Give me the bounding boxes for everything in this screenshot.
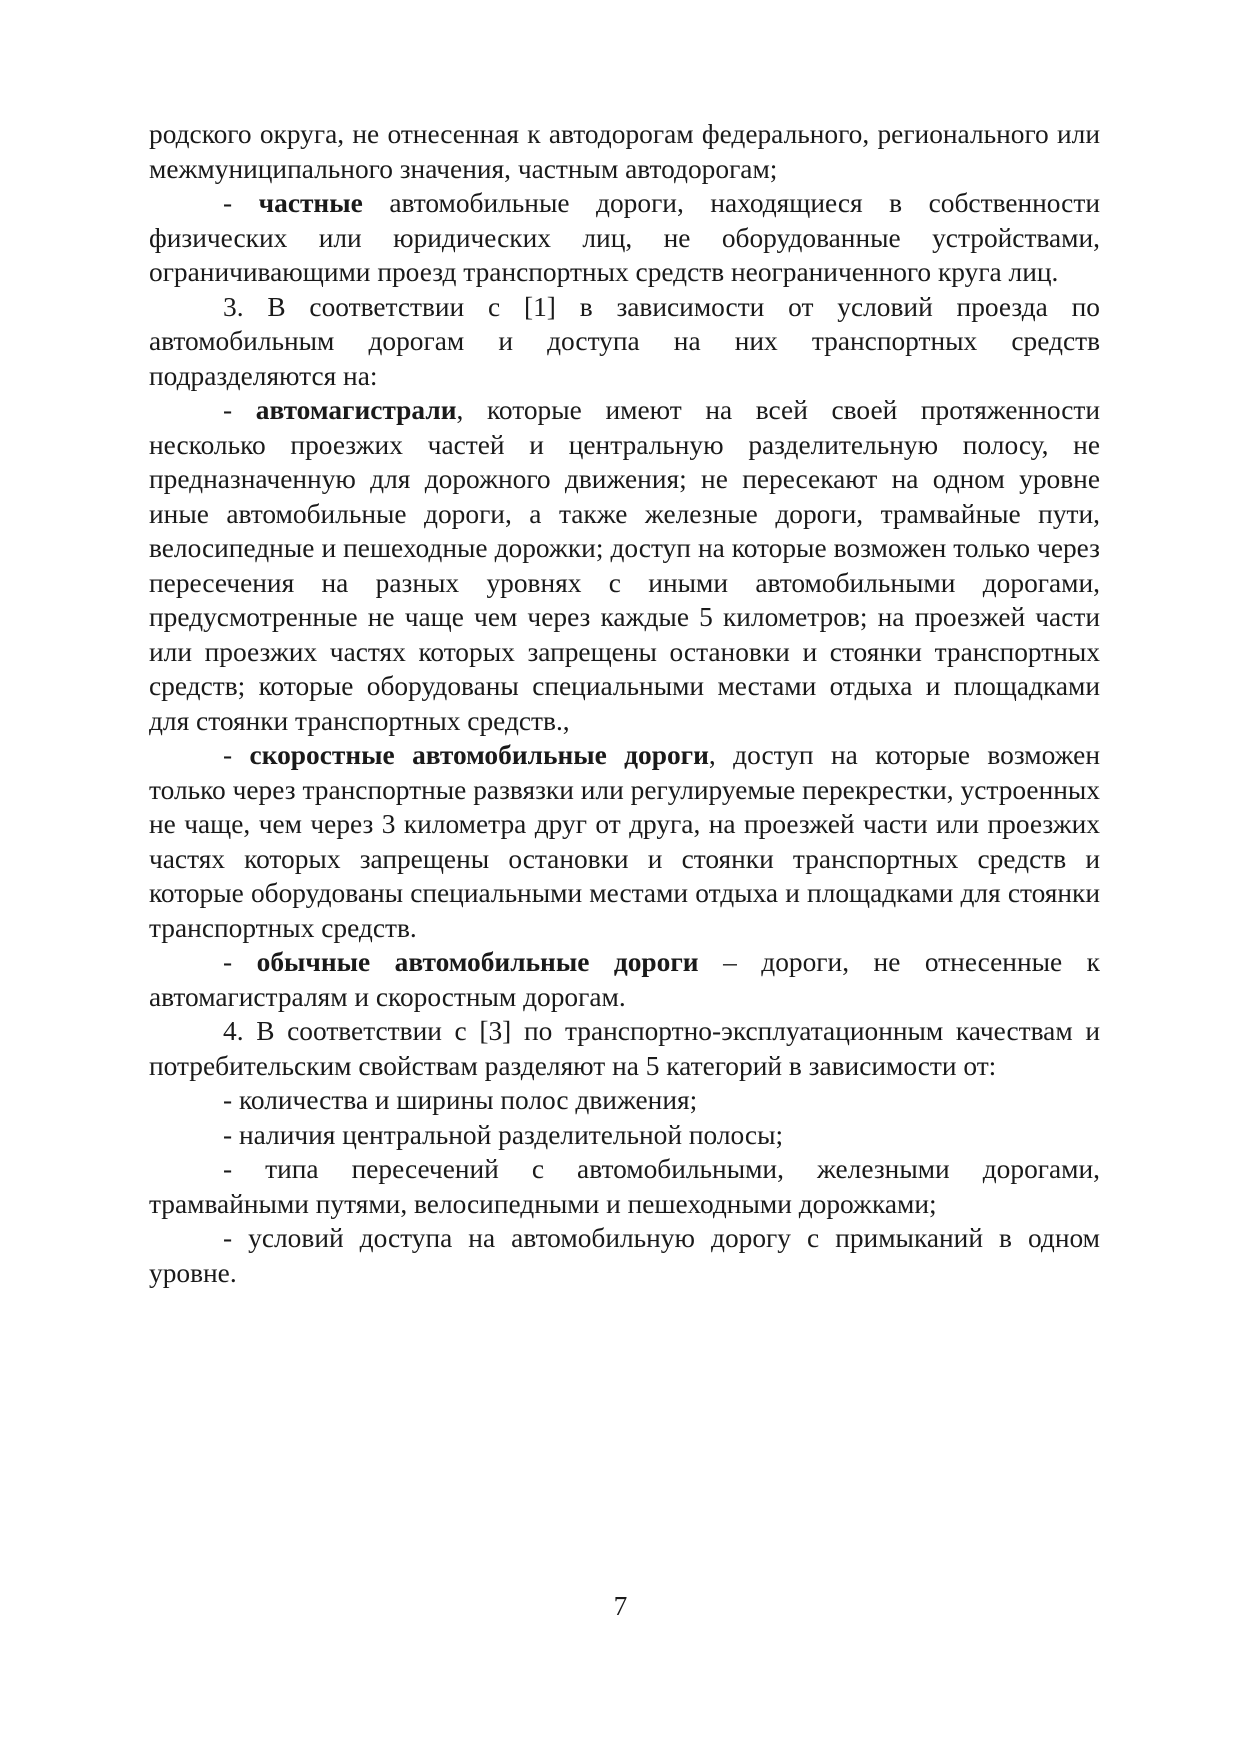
paragraph-text: , доступ на которые возможен только через транспортные развязки или регулируемые перекрестки, устроенных не чаще, чем через 3 километра друг от друга, на проезжей части или проезжих частях которых запрещены остановки и стоянки транспортных средств и которые оборудованы специальными местами отдыха и площадками для стоянки транспортных средств.	[149, 740, 1100, 943]
paragraph-text: родского округа, не отнесенная к автодорогам федерального, регионального или межмуниципального значения, частным автодорогам;	[149, 119, 1100, 184]
paragraph-text: - типа пересечений с автомобильными, железными дорогами, трамвайными путями, велосипедными и пешеходными дорожками;	[149, 1154, 1100, 1219]
list-item-lanes	[149, 1083, 1100, 1118]
paragraph-ordinary-roads	[149, 945, 1100, 1014]
paragraph-section-3	[149, 290, 1100, 394]
paragraph-urban-road-continuation	[149, 117, 1100, 186]
paragraph-text: , которые имеют на всей своей протяженности несколько проезжих частей и центральную разделительную полосу, не предназначенную для дорожного движения; не пересекают на одном уровне иные автомобильные дороги, а также железные дороги, трамвайные пути, велосипедные и пешеходные дорожки; доступ на которые возможен только через пересечения на разных уровнях с иными автомобильными дорогами, предусмотренные не чаще чем через каждые 5 километров; на проезжей части или проезжих частях которых запрещены остановки и стоянки транспортных средств; которые оборудованы специальными местами отдыха и площадками для стоянки транспортных средств.,	[149, 395, 1100, 736]
list-dash: -	[223, 395, 256, 425]
term-motorways: автомагистрали	[255, 395, 457, 425]
list-item-access	[149, 1221, 1100, 1290]
paragraph-private-roads	[149, 186, 1100, 290]
term-expressways: скоростные автомобильные дороги	[249, 740, 709, 770]
paragraph-text: автомобильные дороги, находящиеся в собственности физических или юридических лиц, не оборудованные устройствами, ограничивающими проезд транспортных средств неограниченного круга лиц.	[149, 188, 1100, 287]
paragraph-text: 3. В соответствии с [1] в зависимости от условий проезда по автомобильным дорогам и доступа на них транспортных средств подразделяются на:	[149, 291, 1100, 391]
paragraph-text: - условий доступа на автомобильную дорогу с примыканий в одном уровне.	[149, 1223, 1100, 1288]
paragraph-text: - наличия центральной разделительной полосы;	[223, 1119, 784, 1150]
paragraph-text: - количества и ширины полос движения;	[223, 1085, 698, 1115]
body-text	[149, 117, 1100, 1290]
paragraph-text: 4. В соответствии с [3] по транспортно-эксплуатационным качествам и потребительским свойствам разделяют на 5 категорий в зависимости от:	[149, 1016, 1100, 1081]
paragraph-motorways	[149, 393, 1100, 738]
list-dash: -	[223, 947, 257, 977]
list-dash: -	[223, 188, 259, 218]
list-item-median	[149, 1118, 1100, 1153]
term-ordinary-roads: обычные автомобильные дороги	[256, 947, 699, 977]
list-dash: -	[223, 740, 250, 770]
paragraph-section-4	[149, 1014, 1100, 1083]
list-item-intersections	[149, 1152, 1100, 1221]
paragraph-expressways	[149, 738, 1100, 945]
term-private: частные	[258, 188, 363, 218]
paragraph-text: – дороги, не отнесенные к автомагистралям и скоростным дорогам.	[149, 947, 1100, 1012]
page-number: 7	[613, 1591, 628, 1621]
